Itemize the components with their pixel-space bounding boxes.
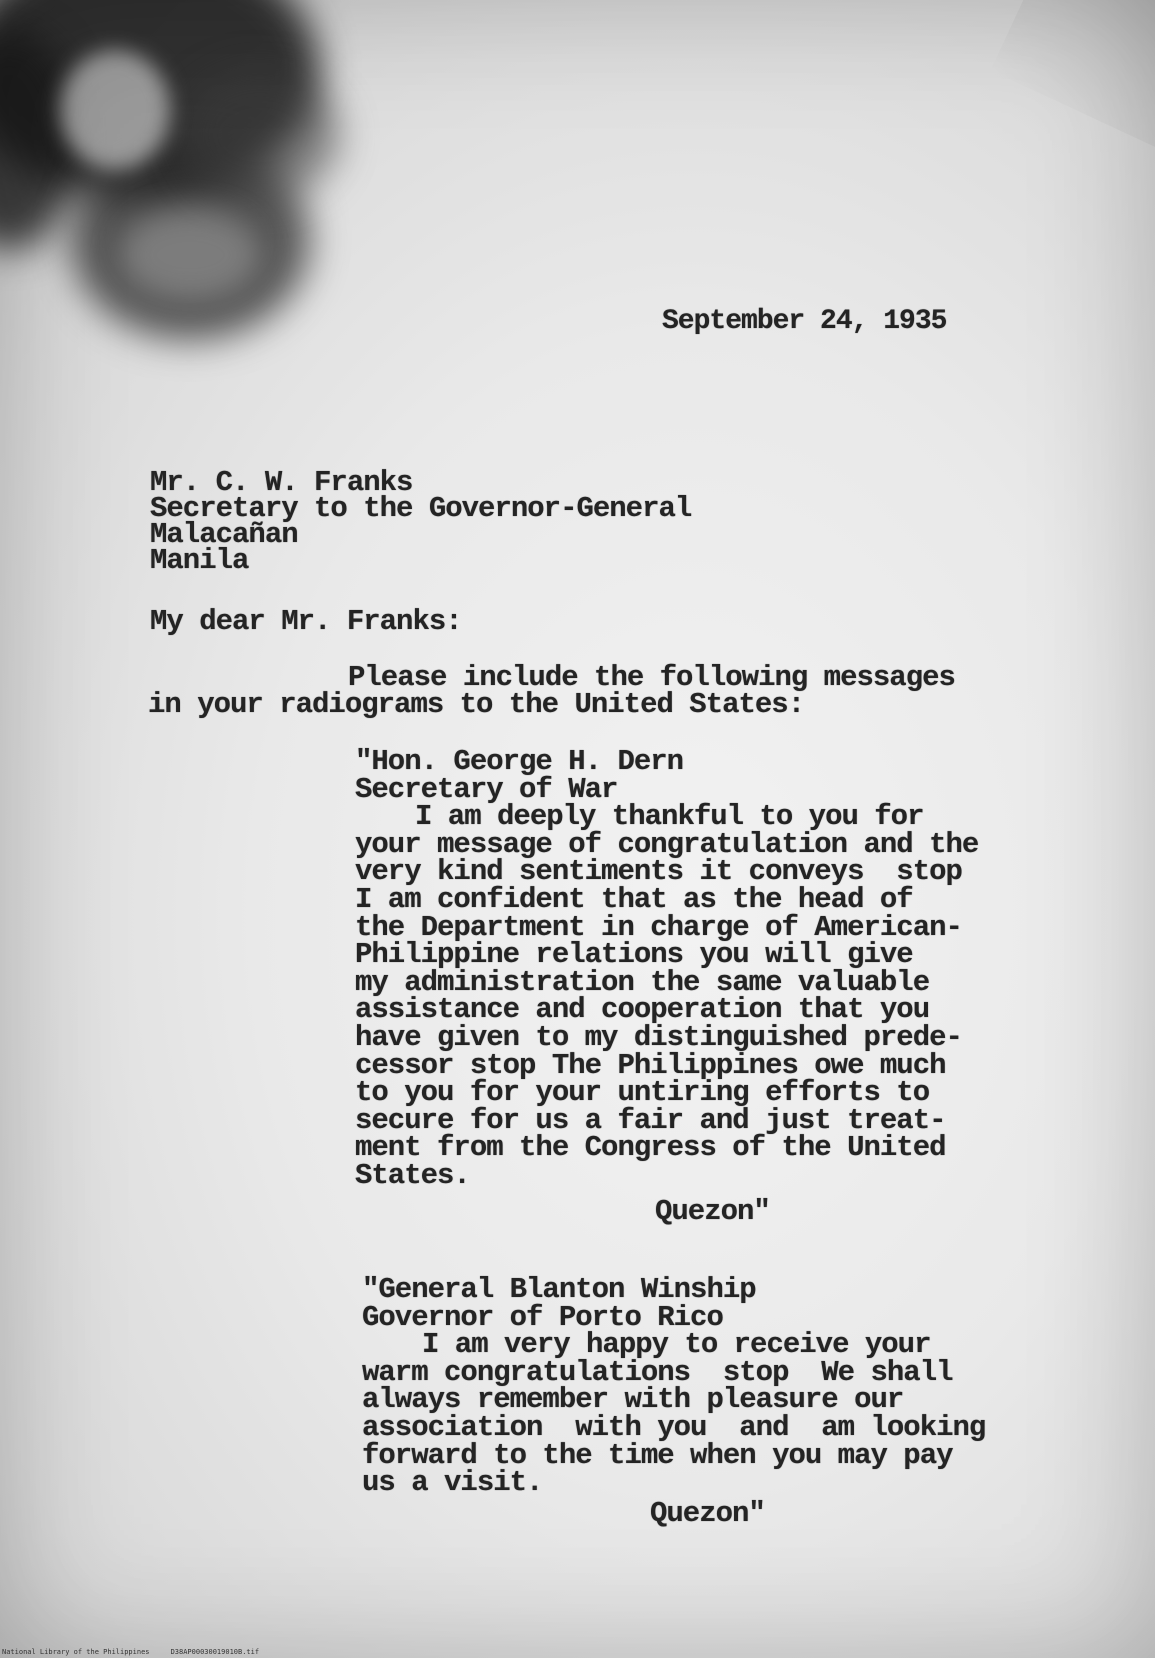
intro-line: in your radiograms to the United States: — [148, 688, 805, 721]
message-line: very kind sentiments it conveys stop — [355, 855, 962, 889]
message-line: cessor stop The Philippines owe much — [355, 1048, 946, 1082]
intro-paragraph — [148, 661, 955, 721]
message-line: Philippine relations you will give — [355, 938, 913, 972]
smudge-highlight — [120, 210, 260, 300]
message-line: always remember with pleasure our — [362, 1383, 904, 1417]
recipient-address — [150, 466, 692, 577]
salutation — [150, 605, 462, 638]
address-line: Manila — [150, 544, 249, 577]
salutation-text: My dear Mr. Franks: — [150, 605, 462, 638]
message-line: association with you and am looking — [362, 1410, 986, 1444]
message-line: "Hon. George H. Dern — [355, 745, 684, 778]
address-line: Malacañan — [150, 518, 298, 551]
message-line: warm congratulations stop We shall — [362, 1355, 953, 1389]
ink-smudge — [180, 70, 340, 200]
message-line: I am very happy to receive your — [422, 1328, 931, 1362]
intro-line: Please include the following messages — [348, 661, 955, 694]
smudge-highlight — [60, 50, 170, 170]
paper-corner — [991, 0, 1155, 155]
message-line: to you for your untiring efforts to — [355, 1076, 930, 1110]
message-line: Governor of Porto Rico — [362, 1300, 723, 1334]
message-line: your message of congratulation and the — [355, 827, 979, 861]
message-line: I am deeply thankful to you for — [415, 800, 924, 834]
address-line: Secretary to the Governor-General — [150, 492, 692, 525]
address-line: Mr. C. W. Franks — [150, 466, 413, 499]
message-line: my administration the same valuable — [355, 965, 930, 999]
signature-quezon: Quezon" — [655, 1195, 770, 1228]
message-to-winship — [362, 1273, 986, 1500]
message-line: States. — [355, 1158, 470, 1192]
message-line: secure for us a fair and just treat- — [355, 1103, 946, 1137]
message-line: us a visit. — [362, 1466, 543, 1500]
message-line: have given to my distinguished prede- — [355, 1020, 962, 1054]
message-line: assistance and cooperation that you — [355, 993, 930, 1027]
message-line: the Department in charge of American- — [355, 910, 962, 944]
message-line: Secretary of War — [355, 772, 618, 806]
message-line: ment from the Congress of the United — [355, 1131, 946, 1165]
signature-quezon: Quezon" — [650, 1497, 765, 1530]
message-line: forward to the time when you may pay — [362, 1438, 953, 1472]
message-line: "General Blanton Winship — [362, 1273, 756, 1306]
message-to-dern — [355, 745, 979, 1192]
letter-date: September 24, 1935 — [662, 306, 947, 337]
message-line: I am confident that as the head of — [355, 882, 913, 916]
archive-caption: National Library of the Philippines D38AP00030019010B.tif — [2, 1648, 260, 1656]
